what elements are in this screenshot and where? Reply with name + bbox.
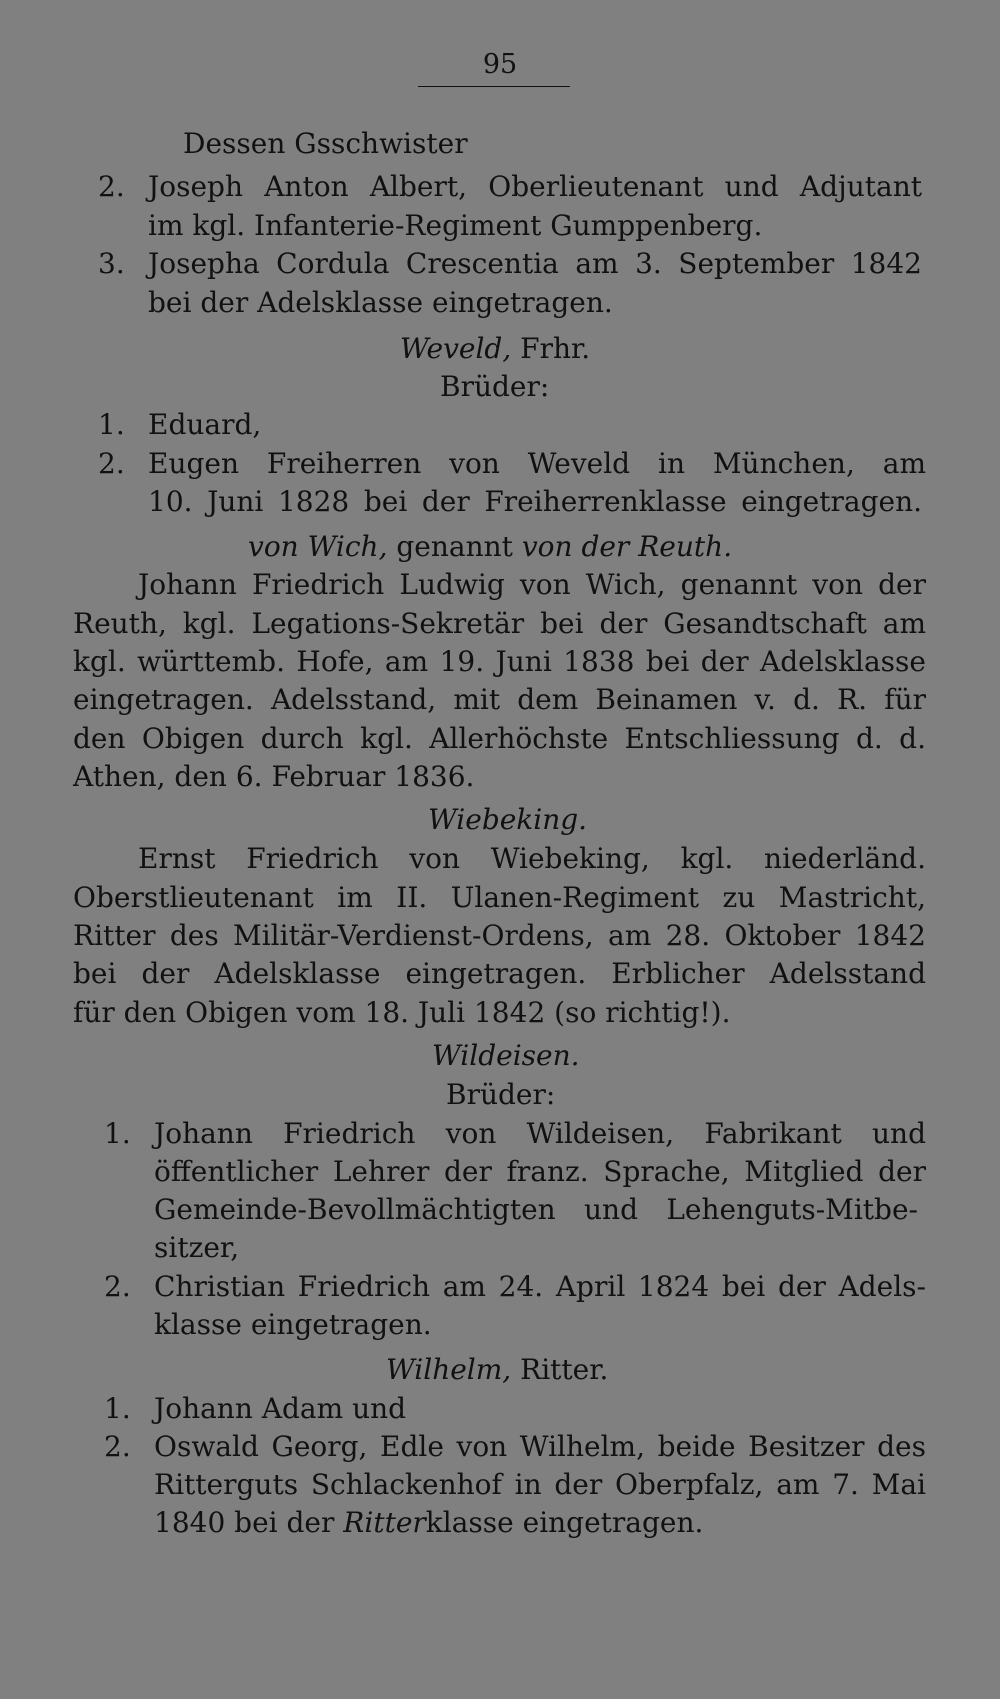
item-number: 1.	[98, 408, 125, 441]
item-number: 1.	[104, 1117, 131, 1150]
entry-line: Johann Friedrich Ludwig von Wich, genannt von der	[138, 568, 926, 601]
family-name: Wilhelm,	[386, 1353, 512, 1386]
entry-line: Athen, den 6. Februar 1836.	[73, 760, 475, 793]
item-number: 2.	[98, 170, 125, 203]
item-number: 2.	[104, 1430, 131, 1463]
entry-line: sitzer,	[154, 1231, 240, 1264]
entry-line: bei der Adelsklasse eingetragen. Erblicher Adelsstand	[73, 957, 926, 990]
text-run-italic: Ritter	[343, 1506, 426, 1539]
text-run: klasse eingetragen.	[425, 1506, 704, 1539]
entry-line: eingetragen. Adelsstand, mit dem Beinamen v. d. R. für	[73, 683, 926, 716]
entry-line: Josepha Cordula Crescentia am 3. September 1842	[148, 247, 922, 280]
family-byname: von der Reuth.	[521, 530, 733, 563]
entry-line: Eduard,	[148, 408, 262, 441]
family-connector: genannt	[396, 530, 513, 563]
entry-line: bei der Adelsklasse eingetragen.	[148, 286, 613, 319]
item-number: 3.	[98, 247, 125, 280]
page-number: 95	[482, 49, 518, 80]
entry-line: klasse eingetragen.	[154, 1308, 432, 1341]
family-heading-wich	[248, 528, 732, 566]
entry-line: 10. Juni 1828 bei der Freiherrenklasse eingetragen.	[148, 485, 922, 518]
entry-line: Oberstlieutenant im II. Ulanen-Regiment zu Mastricht,	[73, 881, 926, 914]
family-name: von Wich,	[248, 530, 388, 563]
text-run: 1840 bei der	[154, 1506, 335, 1539]
page-number-rule	[418, 86, 570, 87]
entry-line: Oswald Georg, Edle von Wilhelm, beide Besitzer des	[154, 1430, 926, 1463]
entry-line: Eugen Freiherren von Weveld in München, am	[148, 447, 926, 480]
entry-line: kgl. württemb. Hofe, am 19. Juni 1838 bei der Adelsklasse	[73, 645, 926, 678]
family-heading-wiebeking: Wiebeking.	[428, 803, 588, 836]
item-number: 2.	[98, 447, 125, 480]
subheading-brothers: Brüder:	[446, 1078, 556, 1111]
entry-line: Johann Friedrich von Wildeisen, Fabrikant und	[154, 1117, 926, 1150]
entry-line: den Obigen durch kgl. Allerhöchste Entschliessung d. d.	[73, 722, 926, 755]
family-heading-wilhelm	[386, 1351, 608, 1389]
family-rank: Frhr.	[520, 332, 591, 365]
item-number: 2.	[104, 1270, 131, 1303]
family-heading-wildeisen: Wildeisen.	[432, 1039, 580, 1072]
subheading-brothers: Brüder:	[440, 370, 550, 403]
family-rank: Ritter.	[520, 1353, 609, 1386]
entry-line: Ernst Friedrich von Wiebeking, kgl. niederländ.	[138, 842, 926, 875]
entry-line: Reuth, kgl. Legations-Sekretär bei der Gesandtschaft am	[73, 607, 926, 640]
entry-line: Ritterguts Schlackenhof in der Oberpfalz, am 7. Mai	[154, 1468, 926, 1501]
family-heading-weveld	[400, 330, 590, 368]
entry-line: Christian Friedrich am 24. April 1824 bei der Adels-	[154, 1270, 926, 1303]
entry-line: öffentlicher Lehrer der franz. Sprache, Mitglied der	[154, 1155, 926, 1188]
entry-line: im kgl. Infanterie-Regiment Gumppenberg.	[148, 209, 763, 242]
entry-line: Gemeinde-Bevollmächtigten und Lehenguts-Mitbe-	[154, 1193, 918, 1226]
family-name: Weveld,	[400, 332, 512, 365]
entry-line: für den Obigen vom 18. Juli 1842 (so richtig!).	[73, 996, 731, 1029]
entry-line	[154, 1504, 703, 1542]
entry-line: Ritter des Militär-Verdienst-Ordens, am 28. Oktober 1842	[73, 919, 926, 952]
section-heading-siblings: Dessen Gsschwister	[183, 127, 468, 160]
entry-line: Joseph Anton Albert, Oberlieutenant und Adjutant	[148, 170, 922, 203]
entry-line: Johann Adam und	[154, 1392, 407, 1425]
item-number: 1.	[104, 1392, 131, 1425]
